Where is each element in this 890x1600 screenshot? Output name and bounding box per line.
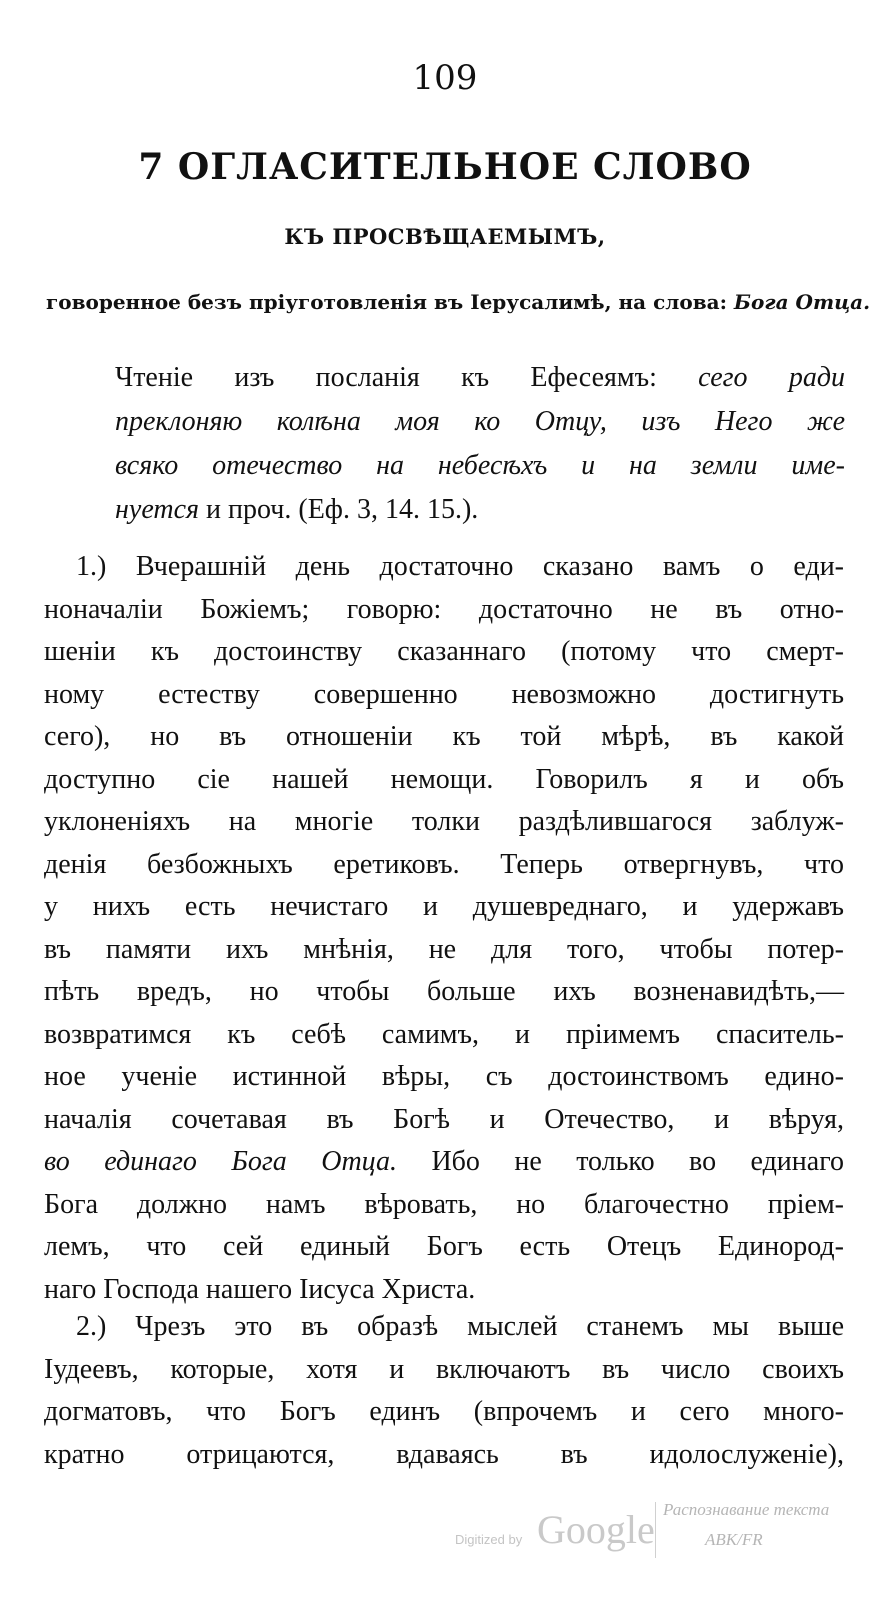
text-line: пѣть вредъ, но чтобы больше ихъ возненавидѣть,— <box>44 976 844 1007</box>
reading-italic: нуется <box>115 494 200 525</box>
text-line: шеніи къ достоинству сказаннаго (потому что смерт- <box>44 636 844 667</box>
italic-phrase: во единаго Бога Отца. <box>44 1146 398 1177</box>
text-line: возвратимся къ себѣ самимъ, и пріимемъ спаситель- <box>44 1018 844 1050</box>
text-line: наго Господа нашего Іисуса Христа. <box>44 1273 476 1305</box>
text-line: въ памяти ихъ мнѣнія, не для того, чтобы потер- <box>44 933 844 965</box>
reading-text: Чтеніе изъ посланія къ Ефесеямъ: <box>115 362 699 393</box>
text-line: 2.) Чрезъ это въ образѣ мыслей станемъ мы выше <box>76 1311 844 1342</box>
ocr-credit: Распознавание текста <box>663 1500 830 1519</box>
text-line: кратно отрицаются, вдаваясь въ идолослуженіе), <box>44 1438 844 1470</box>
text-line: сего), но въ отношеніи къ той мѣрѣ, въ какой <box>44 721 844 752</box>
digitized-by-label: Digitized by <box>455 1532 523 1547</box>
scripture-reading <box>115 356 845 532</box>
reading-text: и проч. (Еф. 3, 14. 15.). <box>199 494 479 525</box>
text-line <box>44 1141 844 1184</box>
text-line: у нихъ есть нечистаго и душевреднаго, и удержавъ <box>44 891 844 922</box>
text-line: доступно сіе нашей немощи. Говорилъ я и объ <box>44 763 844 795</box>
occasion-line <box>46 290 871 314</box>
paragraph-1 <box>44 546 844 1311</box>
text-line: 1.) Вчерашній день достаточно сказано вамъ о еди- <box>76 551 844 582</box>
text-line: уклоненіяхъ на многіе толки раздѣлившагося заблуж- <box>44 806 844 837</box>
text-line: лемъ, что сей единый Богъ есть Отецъ Единород- <box>44 1231 844 1262</box>
reading-italic: сего ради <box>698 362 845 393</box>
subtitle: КЪ ПРОСВѢЩАЕМЫМЪ, <box>284 224 606 249</box>
page-number: 109 <box>412 58 478 98</box>
google-logo: Google <box>537 1507 655 1552</box>
page-title: 7 ОГЛАСИТЕЛЬНОЕ СЛОВО <box>138 146 752 188</box>
occasion-text: говоренное безъ пріуготовленія въ Іерусалимѣ, на слова: <box>46 290 734 314</box>
reading-line: преклоняю колѣна моя ко Отцу, изъ Него же <box>115 406 845 437</box>
text-line: Іудеевъ, которые, хотя и включаютъ въ число своихъ <box>44 1353 844 1385</box>
ocr-credit-author: ABK/FR <box>705 1530 763 1549</box>
text-line: Бога должно намъ вѣровать, но благочестно пріем- <box>44 1188 844 1220</box>
text-span: Ибо не только во единаго <box>397 1146 844 1177</box>
text-line: догматовъ, что Богъ единъ (впрочемъ и сего много- <box>44 1396 844 1427</box>
reading-line <box>115 488 845 532</box>
occasion-italic: Бога Отца. <box>733 290 871 314</box>
footer-divider <box>655 1502 656 1558</box>
paragraph-2 <box>44 1306 844 1476</box>
text-line: ное ученіе истинной вѣры, съ достоинствомъ едино- <box>44 1061 844 1092</box>
digitization-watermark <box>455 1502 875 1562</box>
text-line: денія безбожныхъ еретиковъ. Теперь отвергнувъ, что <box>44 848 844 880</box>
reading-line <box>115 356 845 400</box>
text-line: ноначаліи Божіемъ; говорю: достаточно не въ отно- <box>44 593 844 625</box>
text-line: началія сочетавая въ Богѣ и Отечество, и вѣруя, <box>44 1103 844 1135</box>
text-line: ному естеству совершенно невозможно достигнуть <box>44 678 844 710</box>
reading-line: всяко отечество на небесѣхъ и на земли име- <box>115 450 845 481</box>
